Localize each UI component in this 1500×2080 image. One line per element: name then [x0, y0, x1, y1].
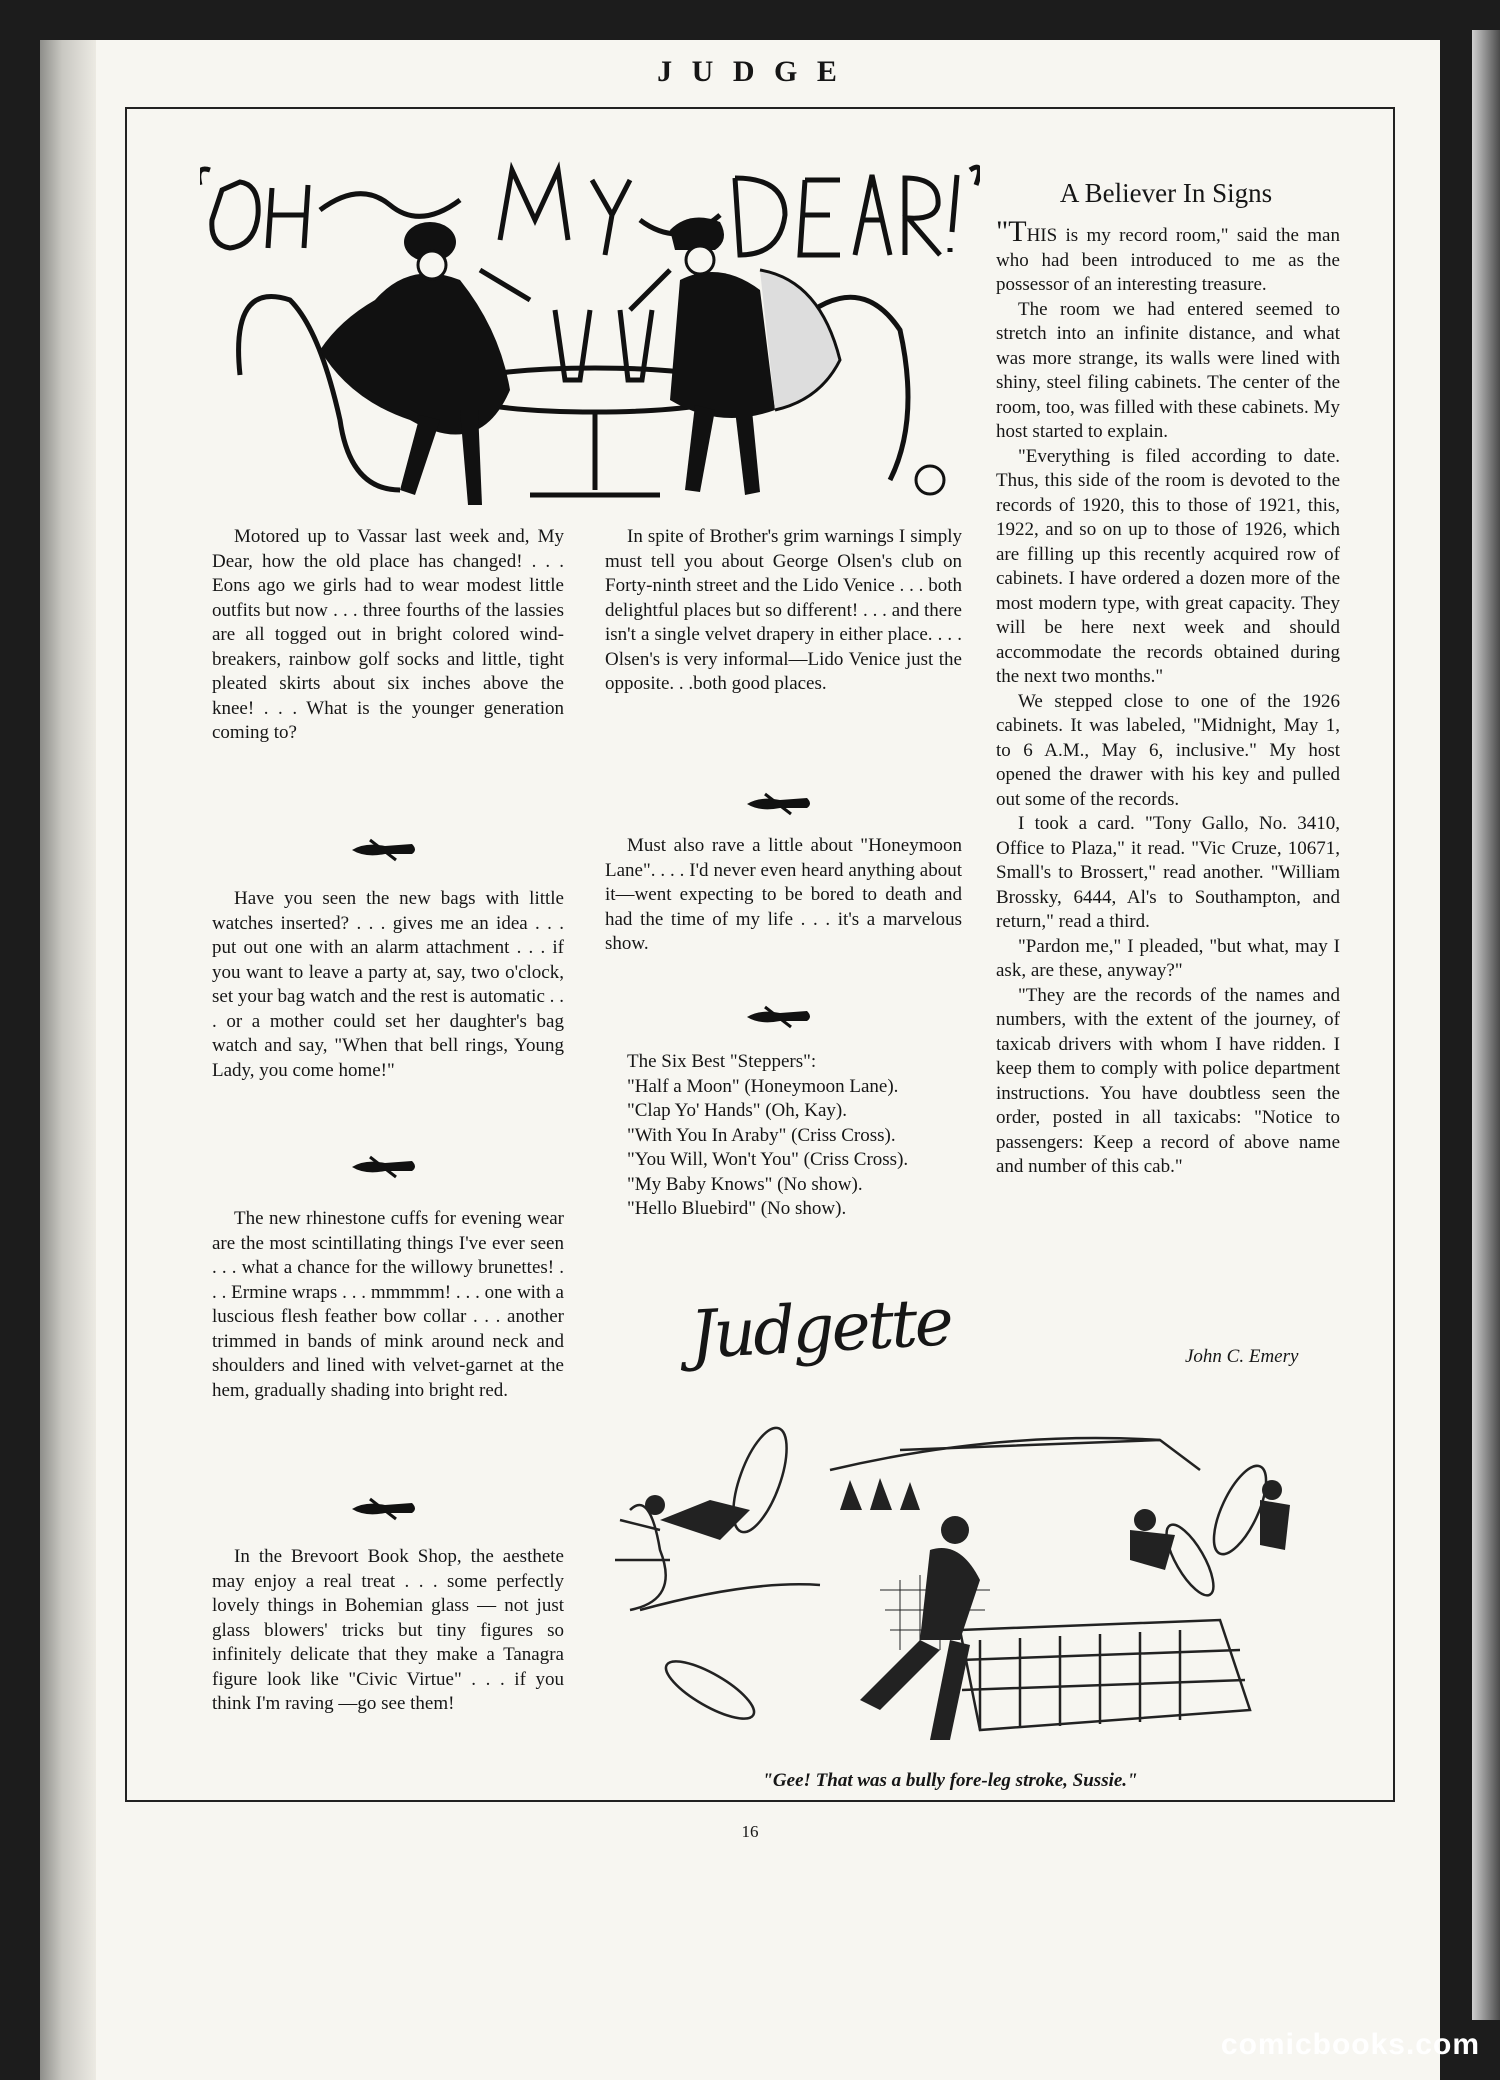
- stepper-item: "With You In Araby" (Criss Cross).: [627, 1124, 896, 1146]
- vassar-paragraph: Motored up to Vassar last week and, My Dear, how the old place has changed! . . . Eons ago we girls had to wear modest little outfits but now . . . three fourths of the lassies are all togged out in bright colored wind-breakers, rainbow golf socks and little, tight pleated skirts about six inches above the knee! . . . What is the younger generation coming to?: [212, 526, 564, 743]
- judgette-signature: Judgette: [688, 1283, 953, 1374]
- rhinestone-paragraph: The new rhinestone cuffs for evening wear are the most scintillating things I've ever seen . . . what a chance for the willowy brunettes! . . . Ermine wraps . . . mmmmm! . . . one with a luscious flesh feather bow collar . . . another trimmed in bands of mink around neck and shoulders and lined with velvet-garnet at the hem, gradually shading into bright red.: [212, 1208, 564, 1401]
- steppers-heading: The Six Best "Steppers":: [627, 1051, 817, 1072]
- snowshoe-cartoon: [600, 1410, 1340, 1760]
- judgette-column-2b: [605, 834, 962, 957]
- believer-p1: HIS is my record room," said the man who had been introduced to me as the possessor of an interesting treasure.: [996, 225, 1340, 295]
- judgette-column-1d: [212, 1545, 564, 1717]
- hand-pointer-icon: [745, 792, 815, 816]
- judgette-column-1b: [212, 887, 564, 1083]
- stepper-item: "You Will, Won't You" (Criss Cross).: [627, 1149, 909, 1170]
- hand-pointer-icon: [350, 838, 420, 862]
- brevoort-paragraph: In the Brevoort Book Shop, the aesthete may enjoy a real treat . . . some perfectly lovely things in Bohemian glass — not just glass blowers' tricks but tiny figures so infinitely delicate that they make a Tanagra figure look like "Civic Virtue" . . . if you think I'm raving —go see them!: [212, 1546, 564, 1714]
- stepper-item: "My Baby Knows" (No show).: [627, 1173, 863, 1195]
- believer-p4: We stepped close to one of the 1926 cabinets. It was labeled, "Midnight, May 1, to 6 A.M., May 6, inclusive." My host opened the drawer with his key and pulled out some of the records.: [996, 690, 1340, 810]
- watermark: comicbooks.com: [1220, 2028, 1480, 2061]
- honeymoon-lane-paragraph: Must also rave a little about "Honeymoon Lane". . . . I'd never even heard anything about it—went expecting to be bored to death and had the time of my life . . . it's a marvelous show.: [605, 835, 962, 954]
- facing-page-edge: [1472, 30, 1500, 2020]
- book-binding: [40, 40, 96, 2080]
- stepper-item: "Clap Yo' Hands" (Oh, Kay).: [627, 1100, 848, 1121]
- olsen-paragraph: In spite of Brother's grim warnings I simply must tell you about George Olsen's club on Forty-ninth street and the Lido Venice . . . both delightful places but so different! . . . and there isn't a single velvet drapery in either place. . . . Olsen's is very informal—Lido Venice just the opposite. . .both good places.: [605, 526, 962, 694]
- stepper-item: "Half a Moon" (Honeymoon Lane).: [627, 1075, 899, 1097]
- hand-pointer-icon: [745, 1005, 815, 1029]
- believer-p6: "Pardon me," I pleaded, "but what, may I ask, are these, anyway?": [996, 935, 1340, 981]
- judgette-column-1: [212, 525, 564, 746]
- judgette-column-2: [605, 525, 962, 697]
- hand-pointer-icon: [350, 1155, 420, 1179]
- bags-paragraph: Have you seen the new bags with little watches inserted? . . . gives me an idea . . . put out one with an alarm attachment . . . if you want to leave a party at, say, two o'clock, set your bag watch and the rest is automatic . . . or a mother could set her daughter's bag watch and say, "When that bell rings, Young Lady, you come home!": [212, 888, 564, 1081]
- page-number: 16: [741, 1822, 759, 1841]
- six-best-steppers-list: [605, 1050, 962, 1222]
- judgette-column-1c: [212, 1207, 564, 1403]
- believer-p3: "Everything is filed according to date. Thus, this side of the room is devoted to the records of 1920, this to those of 1921, this, 1922, and so on up to those of 1926, which are filling up this recently acquired row of cabinets. I have ordered a dozen more of the most modern type, with great capacity. They will be here next week and should accommodate the records obtained during the next two months.": [996, 445, 1340, 687]
- drop-cap: "T: [996, 215, 1027, 248]
- believer-p5: I took a card. "Tony Gallo, No. 3410, Office to Plaza," it read. "Vic Cruze, 10671, Small's to Brossert," read another. "William Brossky, 6444, Al's to Southampton, and return," read a third.: [996, 813, 1340, 932]
- believer-column: [996, 215, 1340, 1180]
- believer-opening: [996, 215, 1340, 298]
- magazine-header: J U D G E: [657, 55, 843, 88]
- believer-author: John C. Emery: [1185, 1346, 1299, 1367]
- hand-pointer-icon: [350, 1497, 420, 1521]
- oh-my-dear-illustration: [200, 160, 980, 530]
- believer-title: A Believer In Signs: [1059, 178, 1273, 208]
- stepper-item: "Hello Bluebird" (No show).: [627, 1198, 847, 1219]
- believer-p2: The room we had entered seemed to stretch into an infinite distance, and what was more strange, its walls were lined with shiny, steel filing cabinets. The center of the room, too, was filled with these cabinets. My host started to explain.: [996, 298, 1340, 442]
- believer-p7: "They are the records of the names and numbers, with the extent of the journey, of taxicab drivers with whom I have ridden. I keep them to comply with police department instructions. You have doubtless seen the order, posted in all taxicabs: "Notice to passengers: Keep a record of above name and number of this cab.": [996, 984, 1340, 1177]
- cartoon-caption: "Gee! That was a bully fore-leg stroke, Sussie.": [762, 1770, 1138, 1791]
